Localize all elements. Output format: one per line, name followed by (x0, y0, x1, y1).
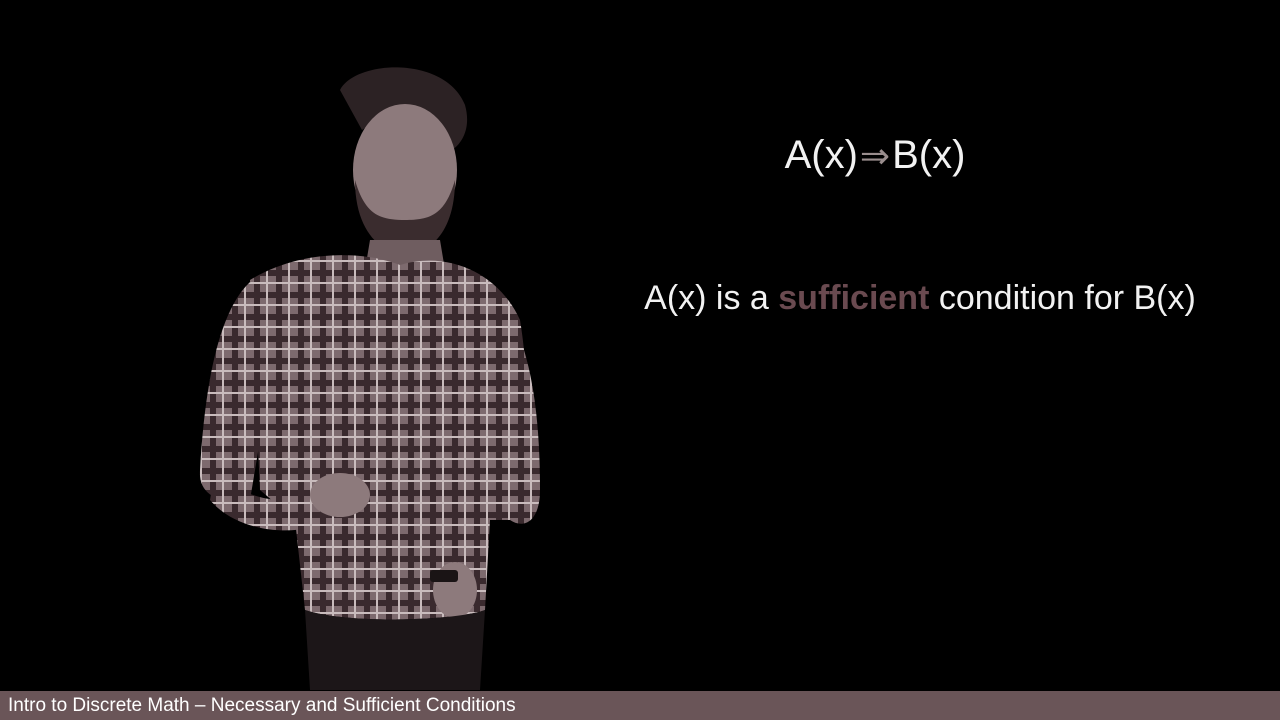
presenter-image (100, 50, 560, 690)
implication-formula (700, 128, 1050, 184)
formula-consequent: B(x) (892, 133, 966, 177)
caption-bar (0, 691, 1280, 720)
sufficient-condition-statement (590, 276, 1250, 320)
implies-arrow-icon: ⇒ (859, 136, 891, 177)
statement-highlight: sufficient (778, 279, 930, 317)
formula-antecedent: A(x) (784, 133, 858, 177)
statement-suffix: condition for B(x) (929, 279, 1196, 317)
lecture-title: Intro to Discrete Math – Necessary and Sufficient Conditions (8, 695, 516, 716)
statement-prefix: A(x) is a (644, 279, 779, 317)
